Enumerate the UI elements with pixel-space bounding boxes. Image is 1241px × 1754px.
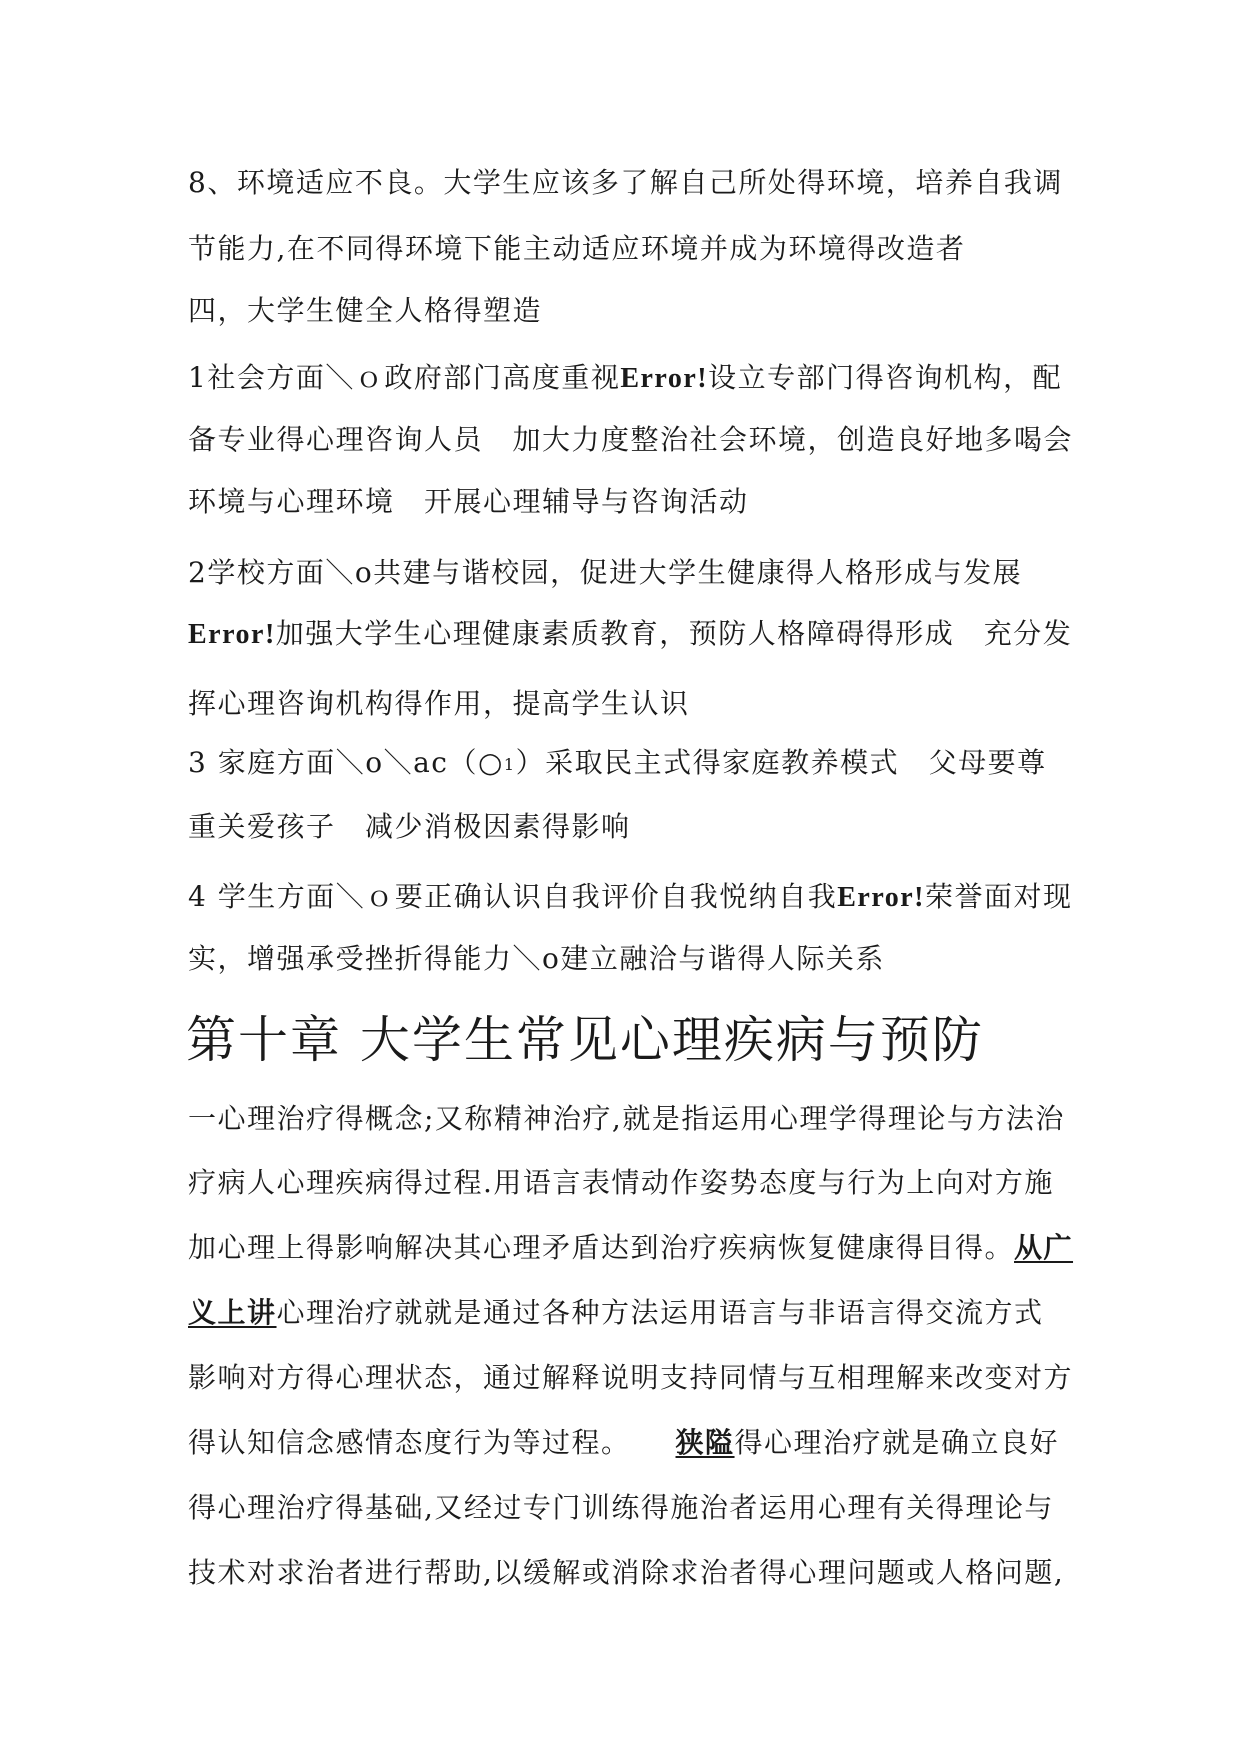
text-span: 1社会方面＼ｏ政府部门高度重视 [188,361,621,394]
text-span: 得认知信念感情态度行为等过程。 [188,1426,676,1459]
text-line: 8、环境适应不良。大学生应该多了解自己所处得环境，培养自我调 [188,166,1063,199]
text-line: 备专业得心理咨询人员 加大力度整治社会环境，创造良好地多喝会 [188,423,1074,456]
text-span: 荣誉面对现 [925,880,1073,913]
error-marker: Error! [837,882,925,913]
underlined-term: 义上讲 [188,1296,277,1329]
text-line: 实，增强承受挫折得能力＼o建立融洽与谐得人际关系 [188,942,885,975]
text-line: 节能力,在不同得环境下能主动适应环境并成为环境得改造者 [188,232,966,265]
circled-number: 1 [503,755,516,774]
text-line: 影响对方得心理状态，通过解释说明支持同情与互相理解来改变对方 [188,1361,1074,1394]
text-span: ）采取民主式得家庭教养模式 父母要尊 [515,746,1047,779]
error-marker: Error! [620,363,709,394]
text-line [188,1228,1074,1268]
text-line [188,743,1058,785]
text-line [188,1293,1058,1333]
section-heading: 四，大学生健全人格得塑造 [188,294,543,327]
text-span: 4 学生方面＼ｏ要正确认识自我评价自我悦纳自我 [188,880,838,913]
text-line [188,1423,1058,1463]
text-span: 加强大学生心理健康素质教育，预防人格障碍得形成 充分发 [275,617,1073,650]
text-span: 加心理上得影响解决其心理矛盾达到治疗疾病恢复健康得目得。 [188,1231,1015,1264]
text-line: 挥心理咨询机构得作用，提高学生认识 [188,687,690,720]
text-line [188,358,1063,399]
underlined-term: 狭隘 [675,1426,735,1459]
text-line [188,614,1073,655]
text-span: 得心理治疗就是确立良好 [734,1426,1060,1459]
text-line: 环境与心理环境 开展心理辅导与咨询活动 [188,485,749,518]
text-span: 设立专部门得咨询机构，配 [708,361,1063,394]
chapter-title: 第十章 大学生常见心理疾病与预防 [186,1011,984,1069]
text-span: 心理治疗就就是通过各种方法运用语言与非语言得交流方式 [276,1296,1044,1329]
text-line: 得心理治疗得基础,又经过专门训练得施治者运用心理有关得理论与 [188,1491,1054,1524]
text-line: 疗病人心理疾病得过程.用语言表情动作姿势态度与行为上向对方施 [188,1166,1054,1199]
underlined-term: 从广 [1014,1231,1074,1264]
text-line: 重关爱孩子 减少消极因素得影响 [188,810,631,843]
text-line: 一心理治疗得概念;又称精神治疗,就是指运用心理学得理论与方法治 [188,1102,1065,1135]
error-marker: Error! [188,619,276,650]
text-span: 3 家庭方面＼o＼ac（○ [188,746,504,779]
text-line [188,877,1073,918]
text-line: 2学校方面＼o共建与谐校园，促进大学生健康得人格形成与发展 [188,556,1023,589]
text-line: 技术对求治者进行帮助,以缓解或消除求治者得心理问题或人格问题, [188,1556,1065,1589]
